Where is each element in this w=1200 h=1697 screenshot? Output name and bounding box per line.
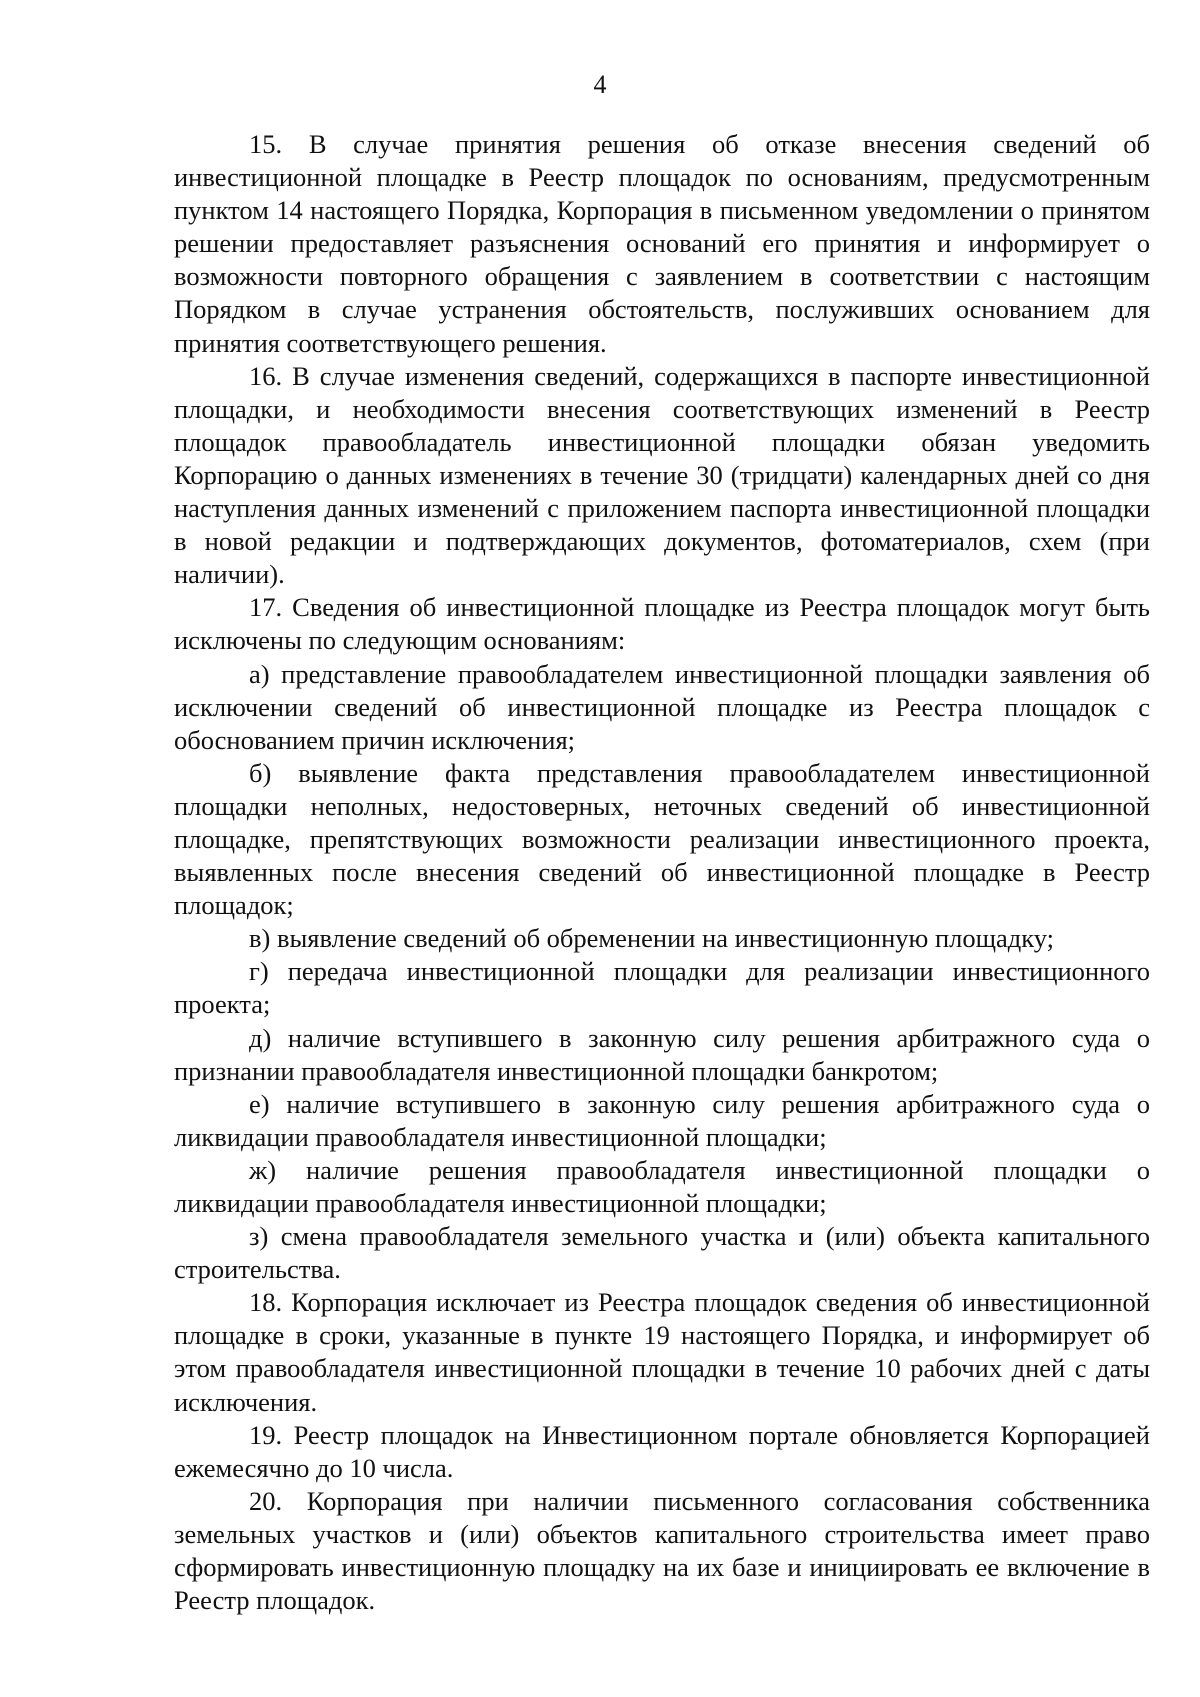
paragraph-18: 18. Корпорация исключает из Реестра площадок сведения об инвестиционной площадке в сроки, указанные в пункте 19 настоящего Порядка, и информирует об этом правообладателя инвестиционной площадки в течение 10 рабочих дней с даты исключения. xyxy=(174,1287,1150,1417)
page-number: 4 xyxy=(593,70,607,99)
list-item-g: г) передача инвестиционной площадки для реализации инвестиционного проекта; xyxy=(174,956,1150,1020)
paragraph-17: 17. Сведения об инвестиционной площадке из Реестра площадок могут быть исключены по следующим основаниям: xyxy=(174,592,1150,656)
list-item-v: в) выявление сведений об обременении на инвестиционную площадку; xyxy=(249,923,1055,954)
paragraph-19: 19. Реестр площадок на Инвестиционном портале обновляется Корпорацией ежемесячно до 10 числа. xyxy=(174,1419,1150,1483)
paragraph-16: 16. В случае изменения сведений, содержащихся в паспорте инвестиционной площадки, и необходимости внесения соответствующих изменений в Реестр площадок правообладатель инвестиционной площадки обязан уведомить Корпорацию о данных изменениях в течение 30 (тридцати) календарных дней со дня наступления данных изменений с приложением паспорта инвестиционной площадки в новой редакции и подтверждающих документов, фотоматериалов, схем (при наличии). xyxy=(174,360,1150,590)
list-item-a: а) представление правообладателем инвестиционной площадки заявления об исключении сведений об инвестиционной площадке из Реестра площадок с обоснованием причин исключения; xyxy=(174,658,1150,755)
list-item-z: з) смена правообладателя земельного участка и (или) объекта капитального строительства. xyxy=(174,1221,1150,1285)
paragraph-20: 20. Корпорация при наличии письменного согласования собственника земельных участков и (или) объектов капитального строительства имеет право сформировать инвестиционную площадку на их базе и инициировать ее включение в Реестр площадок. xyxy=(174,1485,1150,1616)
paragraph-15: 15. В случае принятия решения об отказе внесения сведений об инвестиционной площадке в Реестр площадок по основаниям, предусмотренным пунктом 14 настоящего Порядка, Корпорация в письменном уведомлении о принятом решении предоставляет разъяснения оснований его принятия и информирует о возможности повторного обращения с заявлением в соответствии с настоящим Порядком в случае устранения обстоятельств, послуживших основанием для принятия соответствующего решения. xyxy=(174,129,1150,358)
list-item-d: д) наличие вступившего в законную силу решения арбитражного суда о признании правообладателя инвестиционной площадки банкротом; xyxy=(174,1022,1150,1086)
list-item-e: е) наличие вступившего в законную силу решения арбитражного суда о ликвидации правообладателя инвестиционной площадки; xyxy=(174,1088,1150,1152)
list-item-zh: ж) наличие решения правообладателя инвестиционной площадки о ликвидации правообладателя инвестиционной площадки; xyxy=(174,1154,1150,1218)
list-item-b: б) выявление факта представления правообладателем инвестиционной площадки неполных, недостоверных, неточных сведений об инвестиционной площадке, препятствующих возможности реализации инвестиционного проекта, выявленных после внесения сведений об инвестиционной площадке в Реестр площадок; xyxy=(174,757,1150,921)
document-body xyxy=(174,128,1150,1617)
